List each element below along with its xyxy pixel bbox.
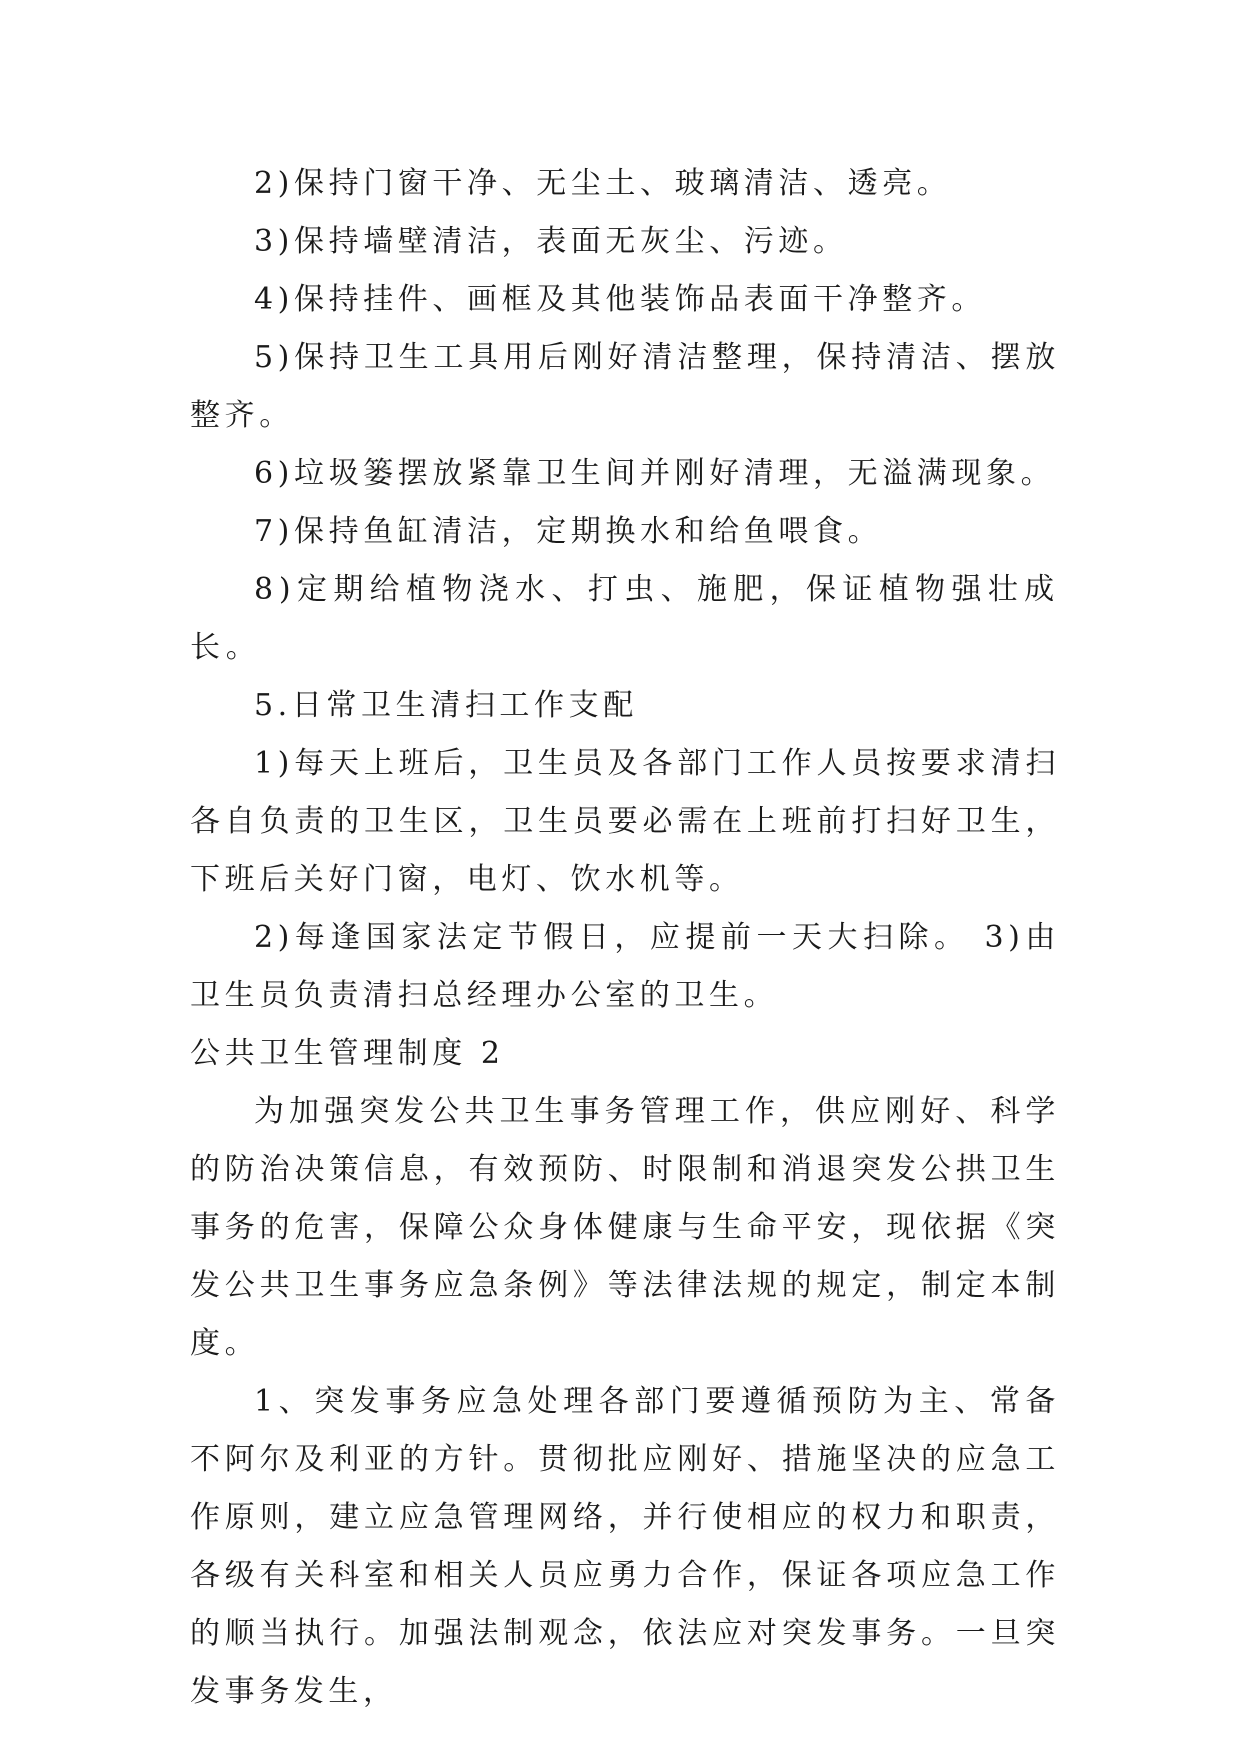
- paragraph-daily-1: 1)每天上班后，卫生员及各部门工作人员按要求清扫各自负责的卫生区，卫生员要必需在上班前打扫好卫生，下班后关好门窗，电灯、饮水机等。: [190, 746, 1060, 897]
- paragraph-intro: 为加强突发公共卫生事务管理工作，供应刚好、科学的防治决策信息，有效预防、时限制和消退突发公拱卫生事务的危害，保障公众身体健康与生命平安，现依据《突发公共卫生事务应急条例》等法律法规的规定，制定本制度。: [190, 1094, 1060, 1361]
- paragraph-item-7: 7)保持鱼缸清洁，定期换水和给鱼喂食。: [254, 514, 883, 549]
- section-title-regulation-2: 公共卫生管理制度 2: [190, 1036, 505, 1071]
- paragraph-item-3: 3)保持墙壁清洁，表面无灰尘、污迹。: [254, 224, 848, 259]
- paragraph-item-4: 4)保持挂件、画框及其他装饰品表面干净整齐。: [254, 282, 986, 317]
- document-body: [190, 155, 1060, 1721]
- section-heading-daily-cleaning: 5.日常卫生清扫工作支配: [254, 688, 638, 723]
- paragraph-item-2: 2)保持门窗干净、无尘土、玻璃清洁、透亮。: [254, 166, 952, 201]
- paragraph-item-8: 8)定期给植物浇水、打虫、施肥，保证植物强壮成长。: [190, 572, 1060, 665]
- paragraph-clause-1: 1、突发事务应急处理各部门要遵循预防为主、常备不阿尔及利亚的方针。贯彻批应刚好、措施坚决的应急工作原则，建立应急管理网络，并行使相应的权力和职责，各级有关科室和相关人员应勇力合作，保证各项应急工作的顺当执行。加强法制观念，依法应对突发事务。一旦突发事务发生，: [190, 1384, 1060, 1709]
- paragraph-item-6: 6)垃圾篓摆放紧靠卫生间并刚好清理，无溢满现象。: [254, 456, 1056, 491]
- paragraph-item-5: 5)保持卫生工具用后刚好清洁整理，保持清洁、摆放整齐。: [190, 340, 1060, 433]
- paragraph-daily-2-3: 2)每逢国家法定节假日，应提前一天大扫除。 3)由卫生员负责清扫总经理办公室的卫生。: [190, 920, 1060, 1013]
